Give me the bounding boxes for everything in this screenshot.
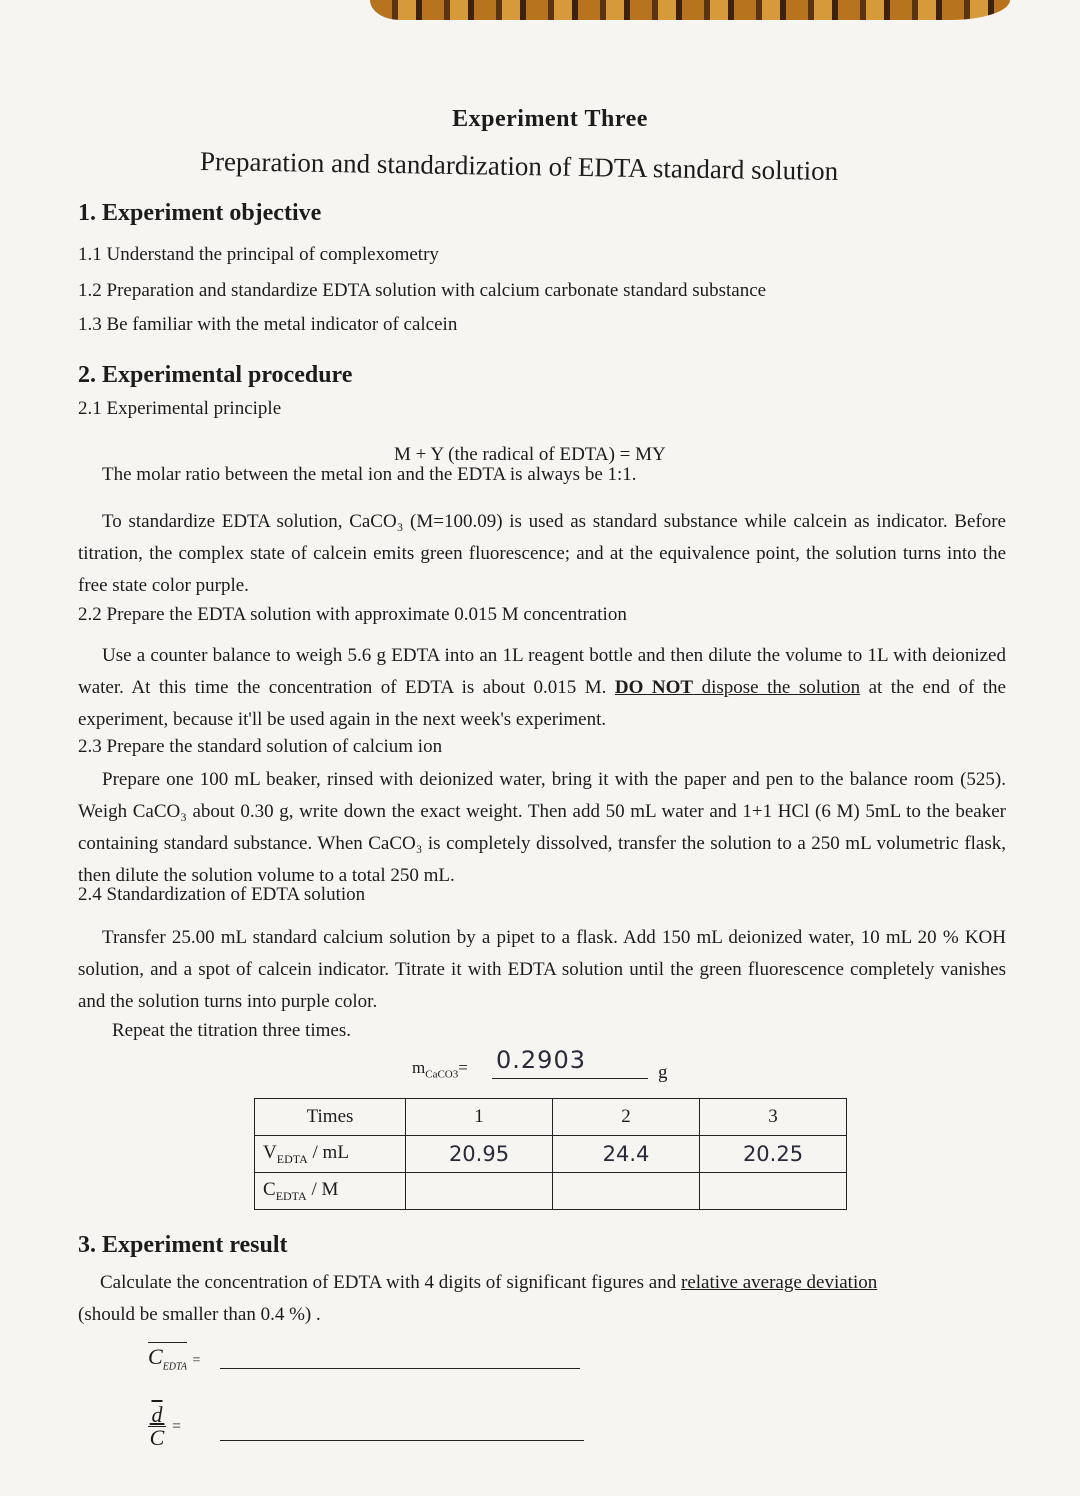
- header-times: Times: [255, 1099, 406, 1136]
- section-1-heading: 1. Experiment objective: [78, 200, 322, 226]
- subsection-2-3-title: 2.3 Prepare the standard solution of calcium ion: [78, 736, 443, 757]
- page-title: Experiment Three: [452, 106, 648, 132]
- volume-trial-3: 20.25: [700, 1136, 847, 1173]
- mass-subscript: CaCO3: [425, 1068, 459, 1081]
- mass-underline: [492, 1078, 648, 1079]
- edta-prep-text-b: at the end of the experiment, because it'll be used again in the next week's experiment.: [78, 677, 1006, 730]
- result-instruction-cont: (should be smaller than 0.4 %) .: [78, 1304, 321, 1325]
- subsection-2-2-title: 2.2 Prepare the EDTA solution with approximate 0.015 M concentration: [78, 604, 627, 625]
- mass-label: $m_{CaCO3}=$: [412, 1058, 468, 1081]
- concentration-label: $C_{EDTA}$ / M: [255, 1173, 406, 1210]
- titration-paragraph: [78, 922, 1006, 1018]
- mass-unit: g: [658, 1062, 668, 1083]
- standardize-text: To standardize EDTA solution, CaCO₃ (M=100.09) is used as standard substance while calcein as indicator. Before titration, the complex state of calcein emits green fluorescence; and at the equivalence point, the solution turns into the free state color purple.: [78, 511, 1006, 596]
- fraction-equals: =: [172, 1418, 182, 1435]
- top-decorative-strip: [370, 0, 1010, 20]
- objective-1-3: 1.3 Be familiar with the metal indicator of calcein: [78, 314, 458, 335]
- mass-value: 0.2903: [496, 1046, 586, 1074]
- header-trial-2: 2: [553, 1099, 700, 1136]
- result-instruction: Calculate the concentration of EDTA with 4 digits of significant figures and relative average deviation: [100, 1272, 878, 1293]
- objective-1-2: 1.2 Preparation and standardize EDTA solution with calcium carbonate standard substance: [78, 280, 767, 301]
- volume-label: $V_{EDTA}$ / mL: [255, 1136, 406, 1173]
- edta-preparation-paragraph: [78, 640, 1006, 736]
- header-trial-3: 3: [700, 1099, 847, 1136]
- molar-ratio-text: The molar ratio between the metal ion and the EDTA is always be 1:1.: [102, 464, 637, 485]
- subsection-2-4-title: 2.4 Standardization of EDTA solution: [78, 884, 366, 905]
- section-3-heading: 3. Experiment result: [78, 1232, 288, 1258]
- volume-trial-1: 20.95: [406, 1136, 553, 1173]
- c-edta-average: $C_{EDTA}$ =: [148, 1344, 201, 1373]
- relative-deviation-fraction: $\overline{d}$ $\overline{C}$: [149, 1402, 165, 1450]
- standardize-paragraph: [78, 506, 1006, 602]
- table-row: [255, 1173, 847, 1210]
- concentration-trial-1: [406, 1173, 553, 1210]
- repeat-instruction: Repeat the titration three times.: [112, 1020, 352, 1041]
- dispose-solution-text: dispose the solution: [693, 677, 861, 698]
- section-2-heading: 2. Experimental procedure: [78, 362, 353, 388]
- volume-trial-2: 24.4: [553, 1136, 700, 1173]
- reaction-equation: M + Y (the radical of EDTA) = MY: [394, 444, 666, 465]
- objective-1-1: 1.1 Understand the principal of complexometry: [78, 244, 439, 265]
- concentration-trial-3: [700, 1173, 847, 1210]
- calcium-solution-text: Prepare one 100 mL beaker, rinsed with deionized water, bring it with the paper and pen to the balance room (525). Weigh CaCO₃ about 0.30 g, write down the exact weight. Then add 50 mL water and 1+1 HCl (6 M) 5mL to the beaker containing standard substance. When CaCO₃ is completely dissolved, transfer the solution to a 250 mL volumetric flask, then dilute the solution volume to a total 250 mL.: [78, 769, 1006, 886]
- c-edta-answer-line: [220, 1368, 580, 1369]
- calcium-solution-paragraph: [78, 764, 1006, 892]
- page-subtitle: Preparation and standardization of EDTA standard solution: [199, 146, 839, 187]
- titration-text: Transfer 25.00 mL standard calcium solution by a pipet to a flask. Add 150 mL deionized water, 10 mL 20 % KOH solution, and a spot of calcein indicator. Titrate it with EDTA solution until the green fluorescence completely vanishes and the solution turns into purple color.: [78, 927, 1006, 1012]
- edta-prep-text-a: Use a counter balance to weigh 5.6 g EDTA into an 1L reagent bottle and then dilute the volume to 1L with deionized water. At this time the concentration of EDTA is about 0.015 M.: [78, 645, 1006, 698]
- titration-data-table: [254, 1098, 847, 1210]
- table-row: [255, 1136, 847, 1173]
- subsection-2-1-title: 2.1 Experimental principle: [78, 398, 282, 419]
- deviation-answer-line: [220, 1440, 584, 1441]
- do-not-emphasis: DO NOT: [614, 677, 694, 698]
- header-trial-1: 1: [406, 1099, 553, 1136]
- concentration-trial-2: [553, 1173, 700, 1210]
- relative-average-deviation: relative average deviation: [681, 1272, 878, 1293]
- table-row: [255, 1099, 847, 1136]
